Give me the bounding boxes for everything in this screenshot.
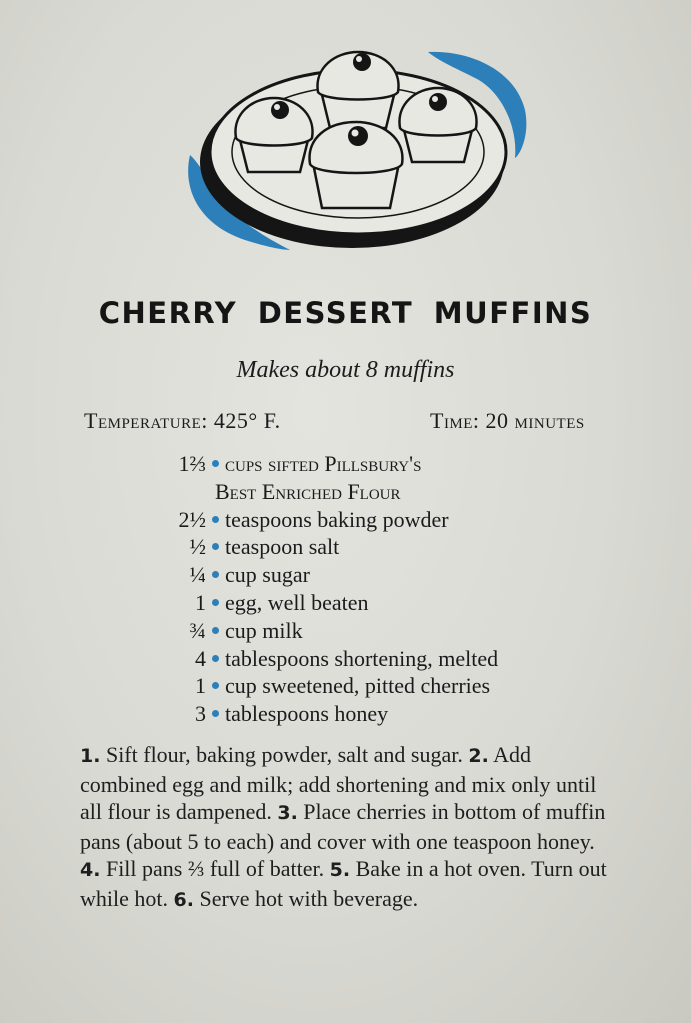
- blue-dot-bullet-icon: [212, 543, 219, 550]
- ingredient-row: [140, 672, 640, 700]
- ingredient-row: [140, 506, 640, 534]
- blue-dot-bullet-icon: [212, 682, 219, 689]
- ingredient-qty: 3: [195, 701, 206, 727]
- ingredient-row: [140, 700, 640, 728]
- ingredient-qty: ¾: [189, 617, 206, 643]
- blue-dot-bullet-icon: [212, 460, 219, 467]
- recipe-title: CHERRY DESSERT MUFFINS: [98, 296, 593, 330]
- step-text: Bake in a hot oven. Turn out while hot.: [80, 856, 607, 911]
- blue-dot-bullet-icon: [212, 627, 219, 634]
- step-text: Fill pans ⅔ full of batter.: [105, 856, 325, 882]
- ingredient-row: [140, 450, 640, 478]
- ingredient-qty: 2½: [178, 506, 206, 532]
- ingredient-continuation: Best Enriched Flour: [215, 478, 401, 504]
- ingredient-item: teaspoon salt: [225, 534, 340, 560]
- time-label: Time: 20 minutes: [430, 408, 585, 433]
- ingredient-row: [140, 561, 640, 589]
- recipe-directions: [80, 741, 620, 915]
- step-text: Serve hot with beverage.: [199, 885, 419, 911]
- step-text: Sift flour, baking powder, salt and sugar.: [105, 742, 463, 767]
- step-number: 1.: [80, 745, 101, 767]
- recipe-yield: Makes about 8 muffins: [236, 357, 455, 383]
- blue-dot-bullet-icon: [212, 599, 219, 606]
- step-text: Place cherries in bottom of muffin pans (about 5 to each) and cover with one teaspoon honey.: [80, 799, 606, 854]
- ingredient-item: tablespoons honey: [225, 701, 389, 727]
- ingredient-list: [140, 450, 640, 728]
- step-number: 4.: [80, 859, 101, 882]
- ingredient-item: cup milk: [225, 617, 303, 643]
- ingredient-item: cups sifted Pillsbury's: [225, 451, 422, 476]
- blue-dot-bullet-icon: [212, 516, 219, 523]
- ingredient-row: [140, 645, 640, 673]
- ingredient-item: cup sweetened, pitted cherries: [225, 673, 491, 699]
- blue-dot-bullet-icon: [212, 655, 219, 662]
- ingredient-item: teaspoons baking powder: [225, 506, 449, 532]
- blue-dot-bullet-icon: [212, 571, 219, 578]
- ingredient-item: egg, well beaten: [225, 589, 369, 615]
- ingredient-item: tablespoons shortening, melted: [225, 645, 499, 671]
- ingredient-qty: 1: [195, 673, 206, 699]
- step-number: 2.: [468, 745, 489, 767]
- ingredient-item: cup sugar: [225, 562, 310, 588]
- step-text: Add combined egg and milk; add shortening and mix only until all flour is dampened.: [80, 742, 597, 825]
- temperature-label: Temperature: 425° F.: [84, 408, 281, 433]
- ingredient-qty: 1⅔: [178, 451, 206, 476]
- ingredient-qty: 4: [195, 645, 206, 671]
- ingredient-row: [140, 533, 640, 561]
- ingredient-row: [140, 617, 640, 645]
- step-number: 5.: [329, 859, 351, 882]
- ingredient-qty: ½: [189, 534, 206, 560]
- ingredient-qty: ¼: [189, 562, 206, 588]
- muffins-on-plate-icon: [170, 40, 540, 260]
- ingredient-row: [140, 589, 640, 617]
- ingredient-qty: 1: [195, 589, 206, 615]
- blue-dot-bullet-icon: [212, 710, 219, 717]
- step-number: 6.: [173, 888, 194, 911]
- step-number: 3.: [277, 802, 298, 825]
